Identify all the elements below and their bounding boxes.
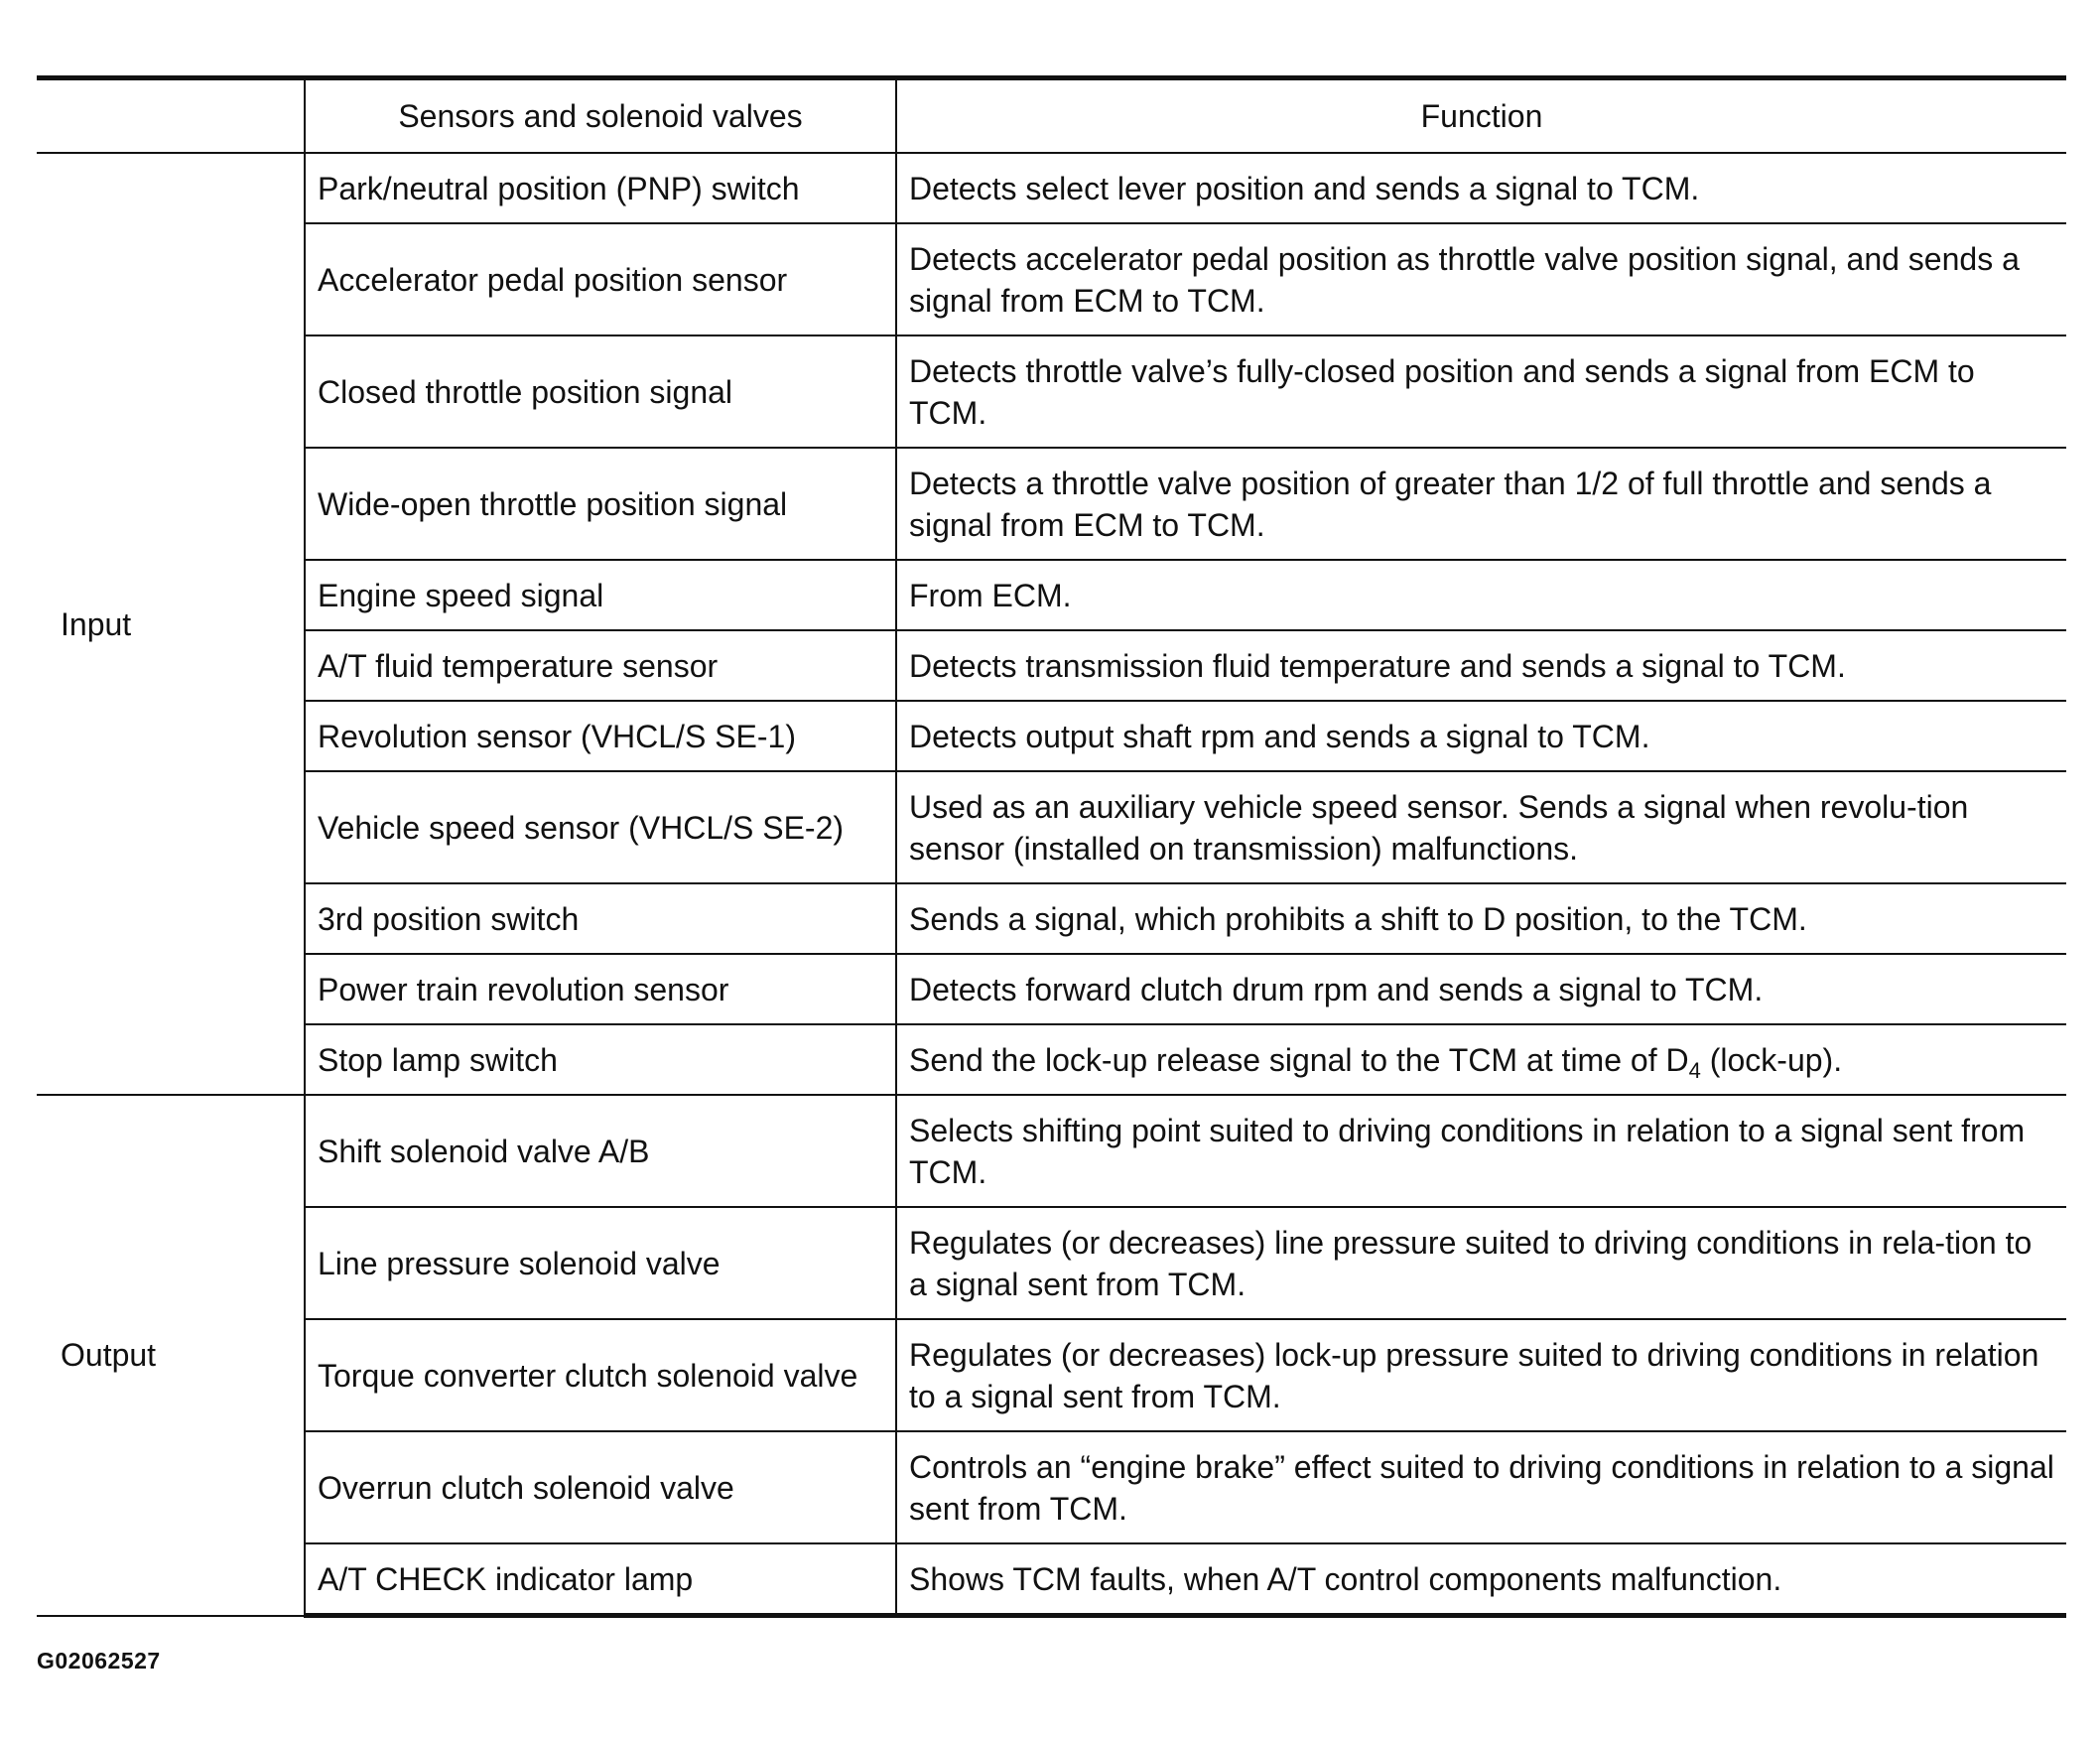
function-cell: Regulates (or decreases) lock-up pressure suited to driving conditions in relation to a signal sent from TCM. [896,1319,2066,1431]
table-row [37,954,2066,1024]
component-cell: Revolution sensor (VHCL/S SE-1) [305,701,896,771]
function-cell: Detects forward clutch drum rpm and sends a signal to TCM. [896,954,2066,1024]
function-cell: Selects shifting point suited to driving conditions in relation to a signal sent from TCM. [896,1095,2066,1207]
table-row [37,1319,2066,1431]
function-cell: Regulates (or decreases) line pressure suited to driving conditions in rela-tion to a signal sent from TCM. [896,1207,2066,1319]
function-cell: Detects output shaft rpm and sends a signal to TCM. [896,701,2066,771]
function-cell: Detects select lever position and sends a signal to TCM. [896,153,2066,223]
table-row [37,771,2066,883]
function-cell: Detects throttle valve’s fully-closed position and sends a signal from ECM to TCM. [896,335,2066,448]
table-row [37,1095,2066,1207]
table-row [37,153,2066,223]
component-cell: A/T CHECK indicator lamp [305,1543,896,1616]
component-cell: Torque converter clutch solenoid valve [305,1319,896,1431]
header-blank [37,78,305,154]
component-cell: Line pressure solenoid valve [305,1207,896,1319]
table-row [37,1431,2066,1543]
component-cell: A/T fluid temperature sensor [305,630,896,701]
function-subscript: 4 [1688,1057,1701,1083]
group-label-output: Output [37,1095,305,1616]
table-row [37,883,2066,954]
component-cell: Accelerator pedal position sensor [305,223,896,335]
table-row [37,1024,2066,1095]
function-cell: Shows TCM faults, when A/T control components malfunction. [896,1543,2066,1616]
component-cell: Wide-open throttle position signal [305,448,896,560]
header-row [37,78,2066,154]
table-row [37,448,2066,560]
component-cell: Vehicle speed sensor (VHCL/S SE-2) [305,771,896,883]
table-row [37,223,2066,335]
function-cell: Detects transmission fluid temperature and sends a signal to TCM. [896,630,2066,701]
function-text: Send the lock-up release signal to the TCM at time of D [909,1041,1689,1078]
table-row [37,560,2066,630]
group-label-input: Input [37,153,305,1095]
header-function: Function [896,78,2066,154]
function-suffix: (lock-up). [1700,1041,1843,1078]
component-cell: Stop lamp switch [305,1024,896,1095]
figure-id: G02062527 [37,1648,161,1673]
table-row [37,335,2066,448]
component-cell: 3rd position switch [305,883,896,954]
table-row [37,1207,2066,1319]
function-cell: Detects a throttle valve position of greater than 1/2 of full throttle and sends a signal from ECM to TCM. [896,448,2066,560]
function-cell: Detects accelerator pedal position as throttle valve position signal, and sends a signal from ECM to TCM. [896,223,2066,335]
component-cell: Engine speed signal [305,560,896,630]
table-row [37,1543,2066,1616]
function-cell: Sends a signal, which prohibits a shift to D position, to the TCM. [896,883,2066,954]
table-row [37,630,2066,701]
header-components: Sensors and solenoid valves [305,78,896,154]
function-cell: Controls an “engine brake” effect suited to driving conditions in relation to a signal sent from TCM. [896,1431,2066,1543]
component-cell: Closed throttle position signal [305,335,896,448]
function-cell: Used as an auxiliary vehicle speed sensor. Sends a signal when revolu-tion sensor (installed on transmission) malfunctions. [896,771,2066,883]
function-cell [896,1024,2066,1095]
components-table [37,75,2066,1618]
component-cell: Shift solenoid valve A/B [305,1095,896,1207]
component-cell: Overrun clutch solenoid valve [305,1431,896,1543]
component-cell: Power train revolution sensor [305,954,896,1024]
table-row [37,701,2066,771]
component-cell: Park/neutral position (PNP) switch [305,153,896,223]
function-cell: From ECM. [896,560,2066,630]
